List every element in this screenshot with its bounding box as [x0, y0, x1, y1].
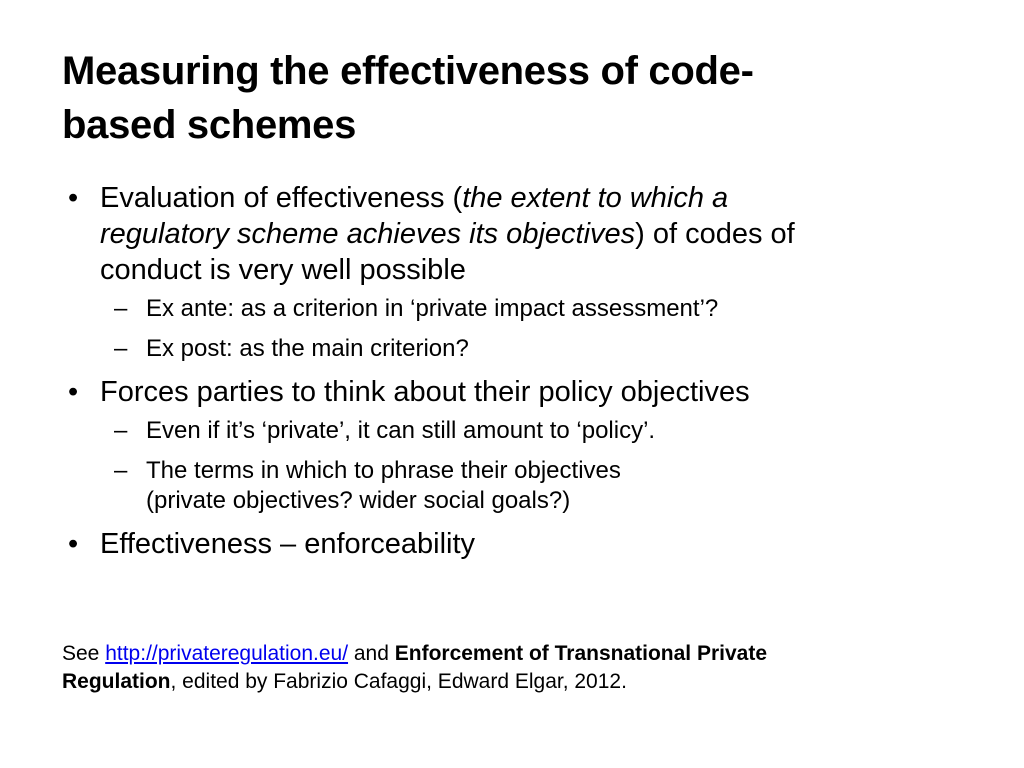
bullet-line: [100, 180, 992, 216]
bullet-italic-text: regulatory scheme achieves its objectives: [100, 218, 636, 250]
privateregulation-link[interactable]: http://privateregulation.eu/: [105, 642, 349, 665]
dash-icon: –: [114, 457, 128, 484]
sub-bullet-text: Ex post: as the main criterion?: [146, 335, 469, 362]
bullet-icon: •: [68, 528, 79, 560]
sub-bullet-text: The terms in which to phrase their objectives: [146, 457, 621, 484]
slide-title-line-2: based schemes: [62, 103, 357, 147]
sub-bullet-ex-ante: [62, 294, 992, 324]
footnote-text: and: [348, 642, 395, 665]
book-title: Regulation: [62, 670, 171, 693]
footnote-line-1: [62, 640, 982, 668]
sub-bullet-text: Ex ante: as a criterion in ‘private impact assessment’?: [146, 295, 719, 322]
bullet-item-policy-objectives: [62, 374, 992, 410]
bullet-text: Evaluation of effectiveness (: [100, 182, 463, 214]
bullet-line: [100, 216, 992, 252]
sub-bullet-private-policy: [62, 416, 992, 446]
footnote-text: , edited by Fabrizio Cafaggi, Edward Elgar, 2012.: [170, 670, 627, 693]
bullet-line: [100, 252, 992, 288]
bullet-icon: •: [68, 182, 79, 214]
bullet-item-enforceability: [62, 526, 992, 562]
sub-bullet-ex-post: [62, 334, 992, 364]
slide-title-line-1: Measuring the effectiveness of code-: [62, 49, 754, 93]
footnote-text: See: [62, 642, 106, 665]
bullet-italic-text: the extent to which a: [462, 182, 729, 214]
bullet-list: [62, 180, 992, 568]
dash-icon: –: [114, 335, 128, 362]
slide-title: [62, 44, 962, 152]
footnote-line-2: [62, 668, 982, 696]
dash-icon: –: [114, 295, 128, 322]
sub-bullet-text: (private objectives? wider social goals?): [146, 487, 571, 514]
dash-icon: –: [114, 417, 128, 444]
sub-bullet-text: Even if it’s ‘private’, it can still amount to ‘policy’.: [146, 417, 656, 444]
bullet-text: ) of codes of: [635, 218, 795, 250]
sub-bullet-terms: [62, 456, 992, 516]
bullet-item-evaluation: [62, 180, 992, 288]
book-title: Enforcement of Transnational Private: [394, 642, 768, 665]
bullet-text: Effectiveness – enforceability: [100, 528, 476, 560]
bullet-text: conduct is very well possible: [100, 254, 466, 286]
bullet-icon: •: [68, 376, 79, 408]
bullet-text: Forces parties to think about their policy objectives: [100, 376, 750, 408]
footnote: [62, 640, 982, 696]
